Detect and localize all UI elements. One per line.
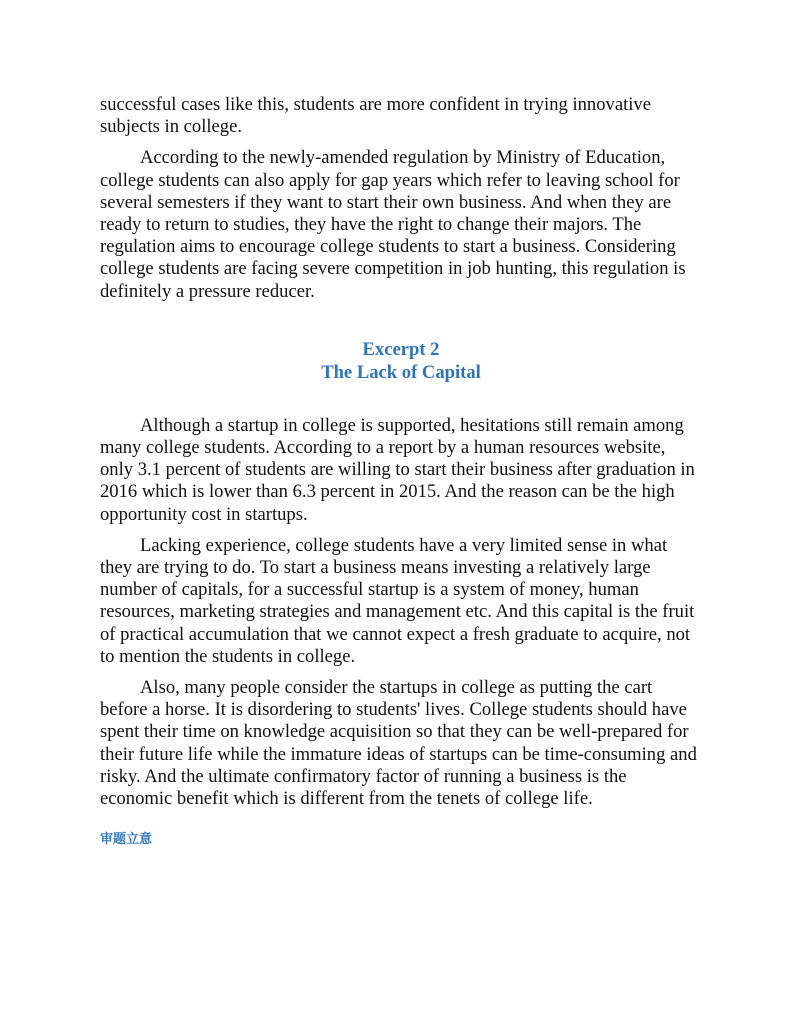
- paragraph-cart-before-horse: Also, many people consider the startups in college as putting the cart before a horse. It is disordering to students' lives. College students should have spent their time on knowledge acquisition so that they can be well-prepared for their future life while the immature ideas of startups can be time-consuming and risky. And the ultimate confirmatory factor of running a business is the economic benefit which is different from the tenets of college life.: [100, 677, 697, 810]
- document-body: [100, 94, 702, 849]
- section-label: 审题立意: [100, 832, 153, 848]
- excerpt-heading: [100, 338, 702, 384]
- paragraph-continued: successful cases like this, students are more confident in trying innovative subjects in college.: [100, 94, 651, 138]
- paragraph-hesitations: Although a startup in college is supported, hesitations still remain among many college students. According to a report by a human resources website, only 3.1 percent of students are willing to start their business after graduation in 2016 which is lower than 6.3 percent in 2015. And the reason can be the high opportunity cost in startups.: [100, 414, 695, 525]
- paragraph-regulation: According to the newly-amended regulation by Ministry of Education, college students can also apply for gap years which refer to leaving school for several semesters if they want to start their own business. And when they are ready to return to studies, they have the right to change their majors. The regulation aims to encourage college students to start a business. Considering college students are facing severe competition in job hunting, this regulation is definitely a pressure reducer.: [100, 147, 686, 302]
- excerpt-title: The Lack of Capital: [321, 361, 481, 383]
- excerpt-label: Excerpt 2: [362, 338, 440, 360]
- paragraph-experience: Lacking experience, college students have a very limited sense in what they are trying to do. To start a business means investing a relatively large number of capitals, for a successful startup is a system of money, human resources, marketing strategies and management etc. And this capital is the fruit of practical accumulation that we cannot expect a fresh graduate to acquire, not to mention the students in college.: [100, 534, 695, 667]
